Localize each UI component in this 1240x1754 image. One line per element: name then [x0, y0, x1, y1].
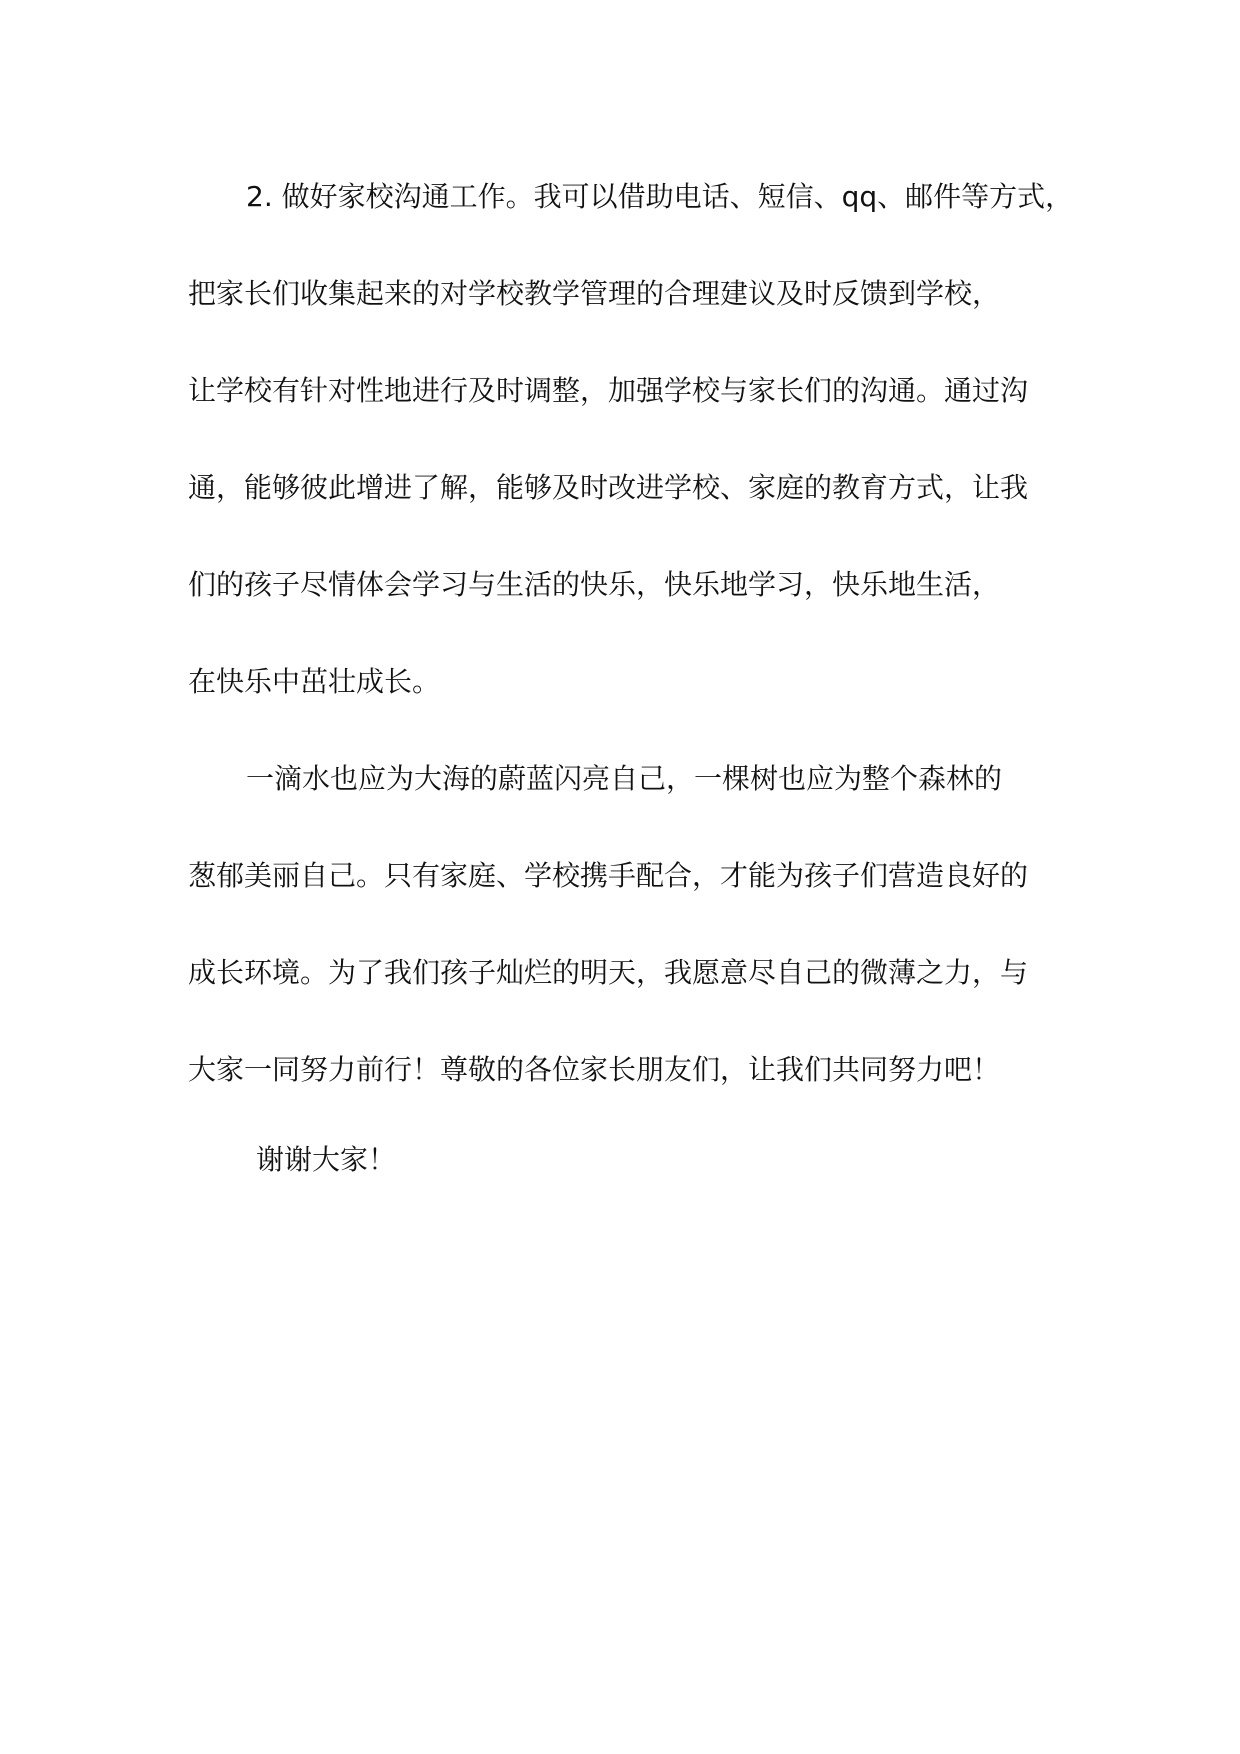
paragraph-1-line-1: 2. 做好家校沟通工作。我可以借助电话、短信、qq、邮件等方式， [246, 180, 1074, 213]
paragraph-1-line-2: 把家长们收集起来的对学校教学管理的合理建议及时反馈到学校， [188, 277, 1001, 310]
closing-thanks: 谢谢大家！ [256, 1143, 397, 1176]
paragraph-1-line-3: 让学校有针对性地进行及时调整，加强学校与家长们的沟通。通过沟 [188, 374, 1029, 407]
paragraph-2-line-3: 成长环境。为了我们孩子灿烂的明天，我愿意尽自己的微薄之力，与 [188, 956, 1029, 989]
paragraph-1-line-4: 通，能够彼此增进了解，能够及时改进学校、家庭的教育方式，让我 [188, 471, 1029, 504]
paragraph-2-line-2: 葱郁美丽自己。只有家庭、学校携手配合，才能为孩子们营造良好的 [188, 859, 1029, 892]
paragraph-1-line-6: 在快乐中茁壮成长。 [188, 665, 441, 698]
paragraph-2-line-1: 一滴水也应为大海的蔚蓝闪亮自己，一棵树也应为整个森林的 [246, 762, 1003, 795]
paragraph-2-line-4: 大家一同努力前行！尊敬的各位家长朋友们，让我们共同努力吧！ [188, 1053, 1001, 1086]
paragraph-1-line-5: 们的孩子尽情体会学习与生活的快乐，快乐地学习，快乐地生活， [188, 568, 1001, 601]
